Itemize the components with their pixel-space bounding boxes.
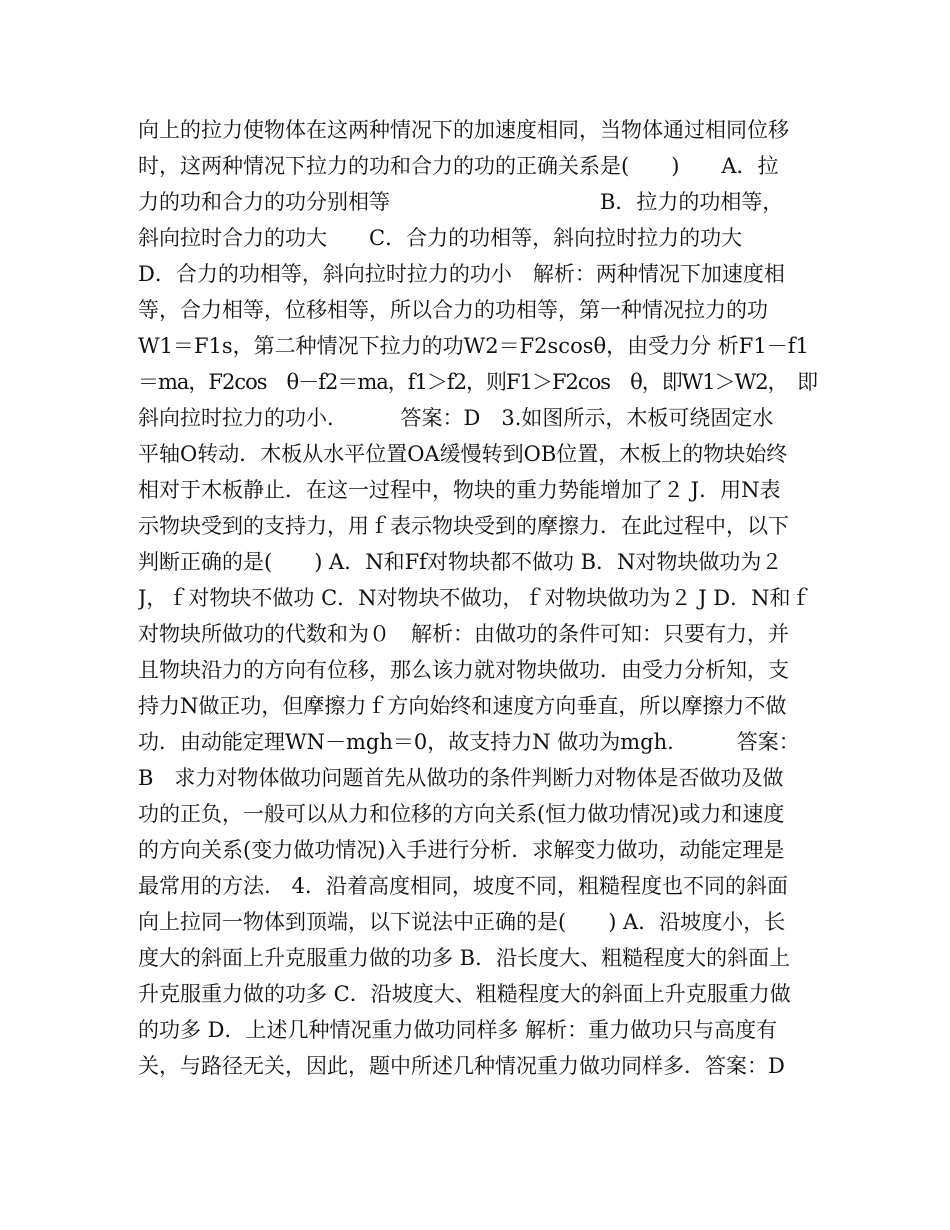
text-line: 的功多 D．上述几种情况重力做功同样多 解析：重力做功只与高度有 bbox=[138, 1018, 778, 1042]
text-line: 对物块所做功的代数和为０ 解析：由做功的条件可知：只要有力，并 bbox=[138, 622, 789, 646]
text-line: 且物块沿力的方向有位移，那么该力就对物块做功．由受力分析知，支 bbox=[138, 658, 789, 682]
text-line: 示物块受到的支持力，用ｆ表示物块受到的摩擦力．在此过程中，以下 bbox=[138, 514, 789, 538]
text-line: 关，与路径无关，因此，题中所述几种情况重力做功同样多．答案：D bbox=[138, 1054, 785, 1078]
text-line: ＝ma，F2cos θ－f2＝ma，f1＞f2，则F1＞F2cos θ，即W1＞W2， 即 bbox=[138, 370, 818, 394]
text-line: 功的正负，一般可以从力和位移的方向关系(恒力做功情况)或力和速度 bbox=[138, 802, 785, 826]
text-line: 斜向拉时合力的功大 C．合力的功相等，斜向拉时拉力的功大 bbox=[138, 226, 743, 250]
text-line: 相对于木板静止．在这一过程中，物块的重力势能增加了２ J．用N表 bbox=[138, 478, 781, 502]
text-line: 的方向关系(变力做功情况)入手进行分析．求解变力做功，动能定理是 bbox=[138, 838, 785, 862]
text-line: J，ｆ对物块不做功 C．N对物块不做功，ｆ对物块做功为２ J D．N和ｆ bbox=[138, 586, 812, 610]
text-line: B 求力对物体做功问题首先从做功的条件判断力对物体是否做功及做 bbox=[138, 766, 784, 790]
text-line: 持力N做正功，但摩擦力ｆ方向始终和速度方向垂直，所以摩擦力不做 bbox=[138, 694, 787, 718]
text-line: W1＝F1s，第二种情况下拉力的功W2＝F2scosθ，由受力分 析F1－f1 bbox=[138, 334, 809, 358]
text-line: 斜向拉时拉力的功小． 答案：D 3.如图所示，木板可绕固定水 bbox=[138, 406, 774, 430]
text-line: D．合力的功相等，斜向拉时拉力的功小 解析：两种情况下加速度相 bbox=[138, 262, 785, 286]
text-line: 最常用的方法. 4．沿着高度相同，坡度不同，粗糙程度也不同的斜面 bbox=[138, 874, 789, 898]
body-text bbox=[138, 112, 818, 1084]
text-line: 度大的斜面上升克服重力做的功多 B．沿长度大、粗糙程度大的斜面上 bbox=[138, 946, 791, 970]
text-line: 功．由动能定理WN－mgh＝0，故支持力N 做功为mgh. 答案： bbox=[138, 730, 800, 754]
text-line: 向上的拉力使物体在这两种情况下的加速度相同，当物体通过相同位移 bbox=[138, 118, 789, 142]
text-line: 力的功和合力的功分别相等 B．拉力的功相等， bbox=[138, 190, 784, 214]
text-line: 判断正确的是( ) A．N和Ff对物块都不做功 B．N对物块做功为２ bbox=[138, 550, 783, 574]
text-line: 升克服重力做的功多 C．沿坡度大、粗糙程度大的斜面上升克服重力做 bbox=[138, 982, 791, 1006]
text-line: 时，这两种情况下拉力的功和合力的功的正确关系是( ) A．拉 bbox=[138, 154, 779, 178]
text-line: 等，合力相等，位移相等，所以合力的功相等，第一种情况拉力的功 bbox=[138, 298, 768, 322]
text-line: 平轴O转动．木板从水平位置OA缓慢转到OB位置，木板上的物块始终 bbox=[138, 442, 788, 466]
text-line: 向上拉同一物体到顶端，以下说法中正确的是( ) A．沿坡度小，长 bbox=[138, 910, 786, 934]
